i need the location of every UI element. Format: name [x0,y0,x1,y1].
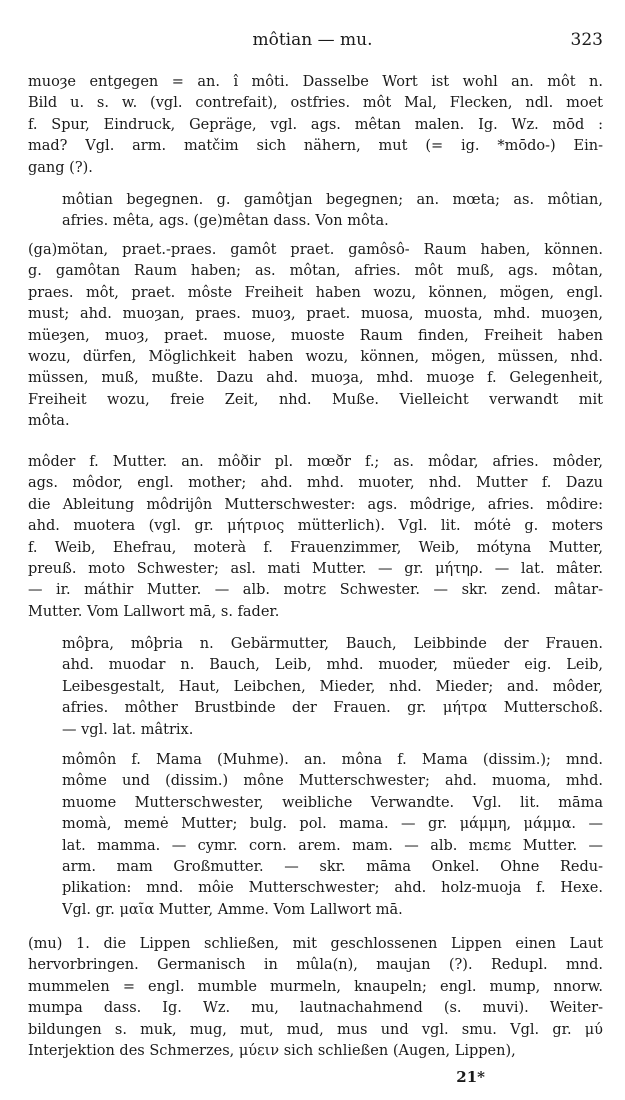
text-line: ags. môdor, engl. mother; ahd. mhd. muoter, nhd. Mutter f. Dazu [28,475,603,492]
text-line: — ir. máthir Mutter. — alb. motrε Schwester. — skr. zend. mâtar- [28,582,603,599]
text-line: Mutter. Vom Lallwort mā, s. fader. [28,603,280,620]
entry-momon [62,750,603,921]
text-line: praes. môt, praet. môste Freiheit haben wozu, können, mögen, engl. [28,284,603,301]
text-line: must; ahd. muoȝan, praes. muoȝ, praet. muosa, muosta, mhd. muoȝen, [28,306,603,323]
text-line: hervorbringen. Germanisch in mûla(n), maujan (?). Redupl. mnd. [28,957,603,974]
text-line: môþra, môþria n. Gebärmutter, Bauch, Leibbinde der Frauen. [62,636,603,652]
entry-moder [28,452,603,623]
text-line: mad? Vgl. arm. matčim sich nähern, mut (= ig. *mōdo-) Ein- [28,138,603,155]
text-line: mumpa dass. Ig. Wz. mu, lautnachahmend (s. muvi). Weiter- [28,1000,603,1017]
text-line: afries. mêta, ags. (ge)mêtan dass. Von môta. [62,213,389,230]
text-line: ahd. muotera (vgl. gr. μήτριος mütterlich). Vgl. lit. mótė g. moters [28,518,603,535]
text-line: Freiheit wozu, freie Zeit, nhd. Muße. Vielleicht verwandt mit [28,391,603,408]
text-line: die Ableitung môdrijôn Mutterschwester: ags. môdrige, afries. môdire: [28,496,603,513]
text-line: gang (?). [28,159,93,176]
text-line: müeȝen, muoȝ, praet. muose, muoste Raum finden, Freiheit haben [28,327,603,344]
text-line: — vgl. lat. mâtrix. [62,721,194,738]
text-line: momà, memė Mutter; bulg. pol. mama. — gr. μάμμη, μάμμα. — [62,816,603,833]
entry-mothra [62,634,603,741]
text-line: f. Weib, Ehefrau, moterà f. Frauenzimmer, Weib, mótyna Mutter, [28,539,603,556]
entry-continuation [28,72,603,179]
text-line: môder f. Mutter. an. môðir pl. mœðr f.; as. môdar, afries. môder, [28,454,603,470]
text-line: g. gamôtan Raum haben; as. môtan, afries. môt muß, ags. môtan, [28,263,603,280]
page-number: 323 [570,30,603,50]
text-line: mômôn f. Mama (Muhme). an. môna f. Mama (dissim.); mnd. [62,752,603,768]
text-line: plikation: mnd. môie Mutterschwester; ahd. holz-muoja f. Hexe. [62,880,603,897]
signature-mark: 21* [456,1068,485,1086]
text-line: môme und (dissim.) mône Mutterschwester; ahd. muoma, mhd. [62,773,603,790]
entry-mu [28,934,603,1062]
running-header [0,30,625,56]
text-line: afries. môther Brustbinde der Frauen. gr. μήτρα Mutterschoß. [62,700,603,717]
text-line: wozu, dürfen, Möglichkeit haben wozu, können, mögen, müssen, nhd. [28,348,603,365]
header-title: môtian — mu. [252,30,373,50]
text-line: f. Spur, Eindruck, Gepräge, vgl. ags. mêtan malen. Ig. Wz. mōd : [28,116,603,133]
text-line: müssen, muß, mußte. Dazu ahd. muoȝa, mhd. muoȝe f. Gelegenheit, [28,370,603,387]
text-line: muome Mutterschwester, weibliche Verwandte. Vgl. lit. māma [62,794,603,811]
text-line: Vgl. gr. μαῖα Mutter, Amme. Vom Lallwort mā. [62,901,403,918]
text-line: môta. [28,413,70,430]
text-line: (mu) 1. die Lippen schließen, mit geschlossenen Lippen einen Laut [28,936,603,952]
entry-gamotan [28,240,603,433]
text-line: lat. mamma. — cymr. corn. arem. mam. — alb. mεmε Mutter. — [62,837,603,854]
text-line: preuß. moto Schwester; asl. mati Mutter. — gr. μήτηρ. — lat. mâter. [28,560,603,577]
text-line: bildungen s. muk, mug, mut, mud, mus und vgl. smu. Vgl. gr. μύ [28,1021,603,1038]
text-line: Bild u. s. w. (vgl. contrefait), ostfries. môt Mal, Flecken, ndl. moet [28,95,603,112]
text-line: muoȝe entgegen = an. î môti. Dasselbe Wort ist wohl an. môt n. [28,74,603,90]
text-line: arm. mam Großmutter. — skr. māma Onkel. Ohne Redu- [62,858,603,875]
entry-motian [62,190,603,233]
text-line: Leibesgestalt, Haut, Leibchen, Mieder, nhd. Mieder; and. môder, [62,678,603,695]
text-line: (ga)mötan, praet.-praes. gamôt praet. gamôsô- Raum haben, können. [28,242,603,258]
text-line: môtian begegnen. g. gamôtjan begegnen; an. mœta; as. môtian, [62,192,603,208]
text-line: mummelen = engl. mumble murmeln, knaupeln; engl. mump, nnorw. [28,978,603,995]
text-line: ahd. muodar n. Bauch, Leib, mhd. muoder, müeder eig. Leib, [62,657,603,674]
text-line: Interjektion des Schmerzes, μύειν sich schließen (Augen, Lippen), [28,1042,516,1059]
